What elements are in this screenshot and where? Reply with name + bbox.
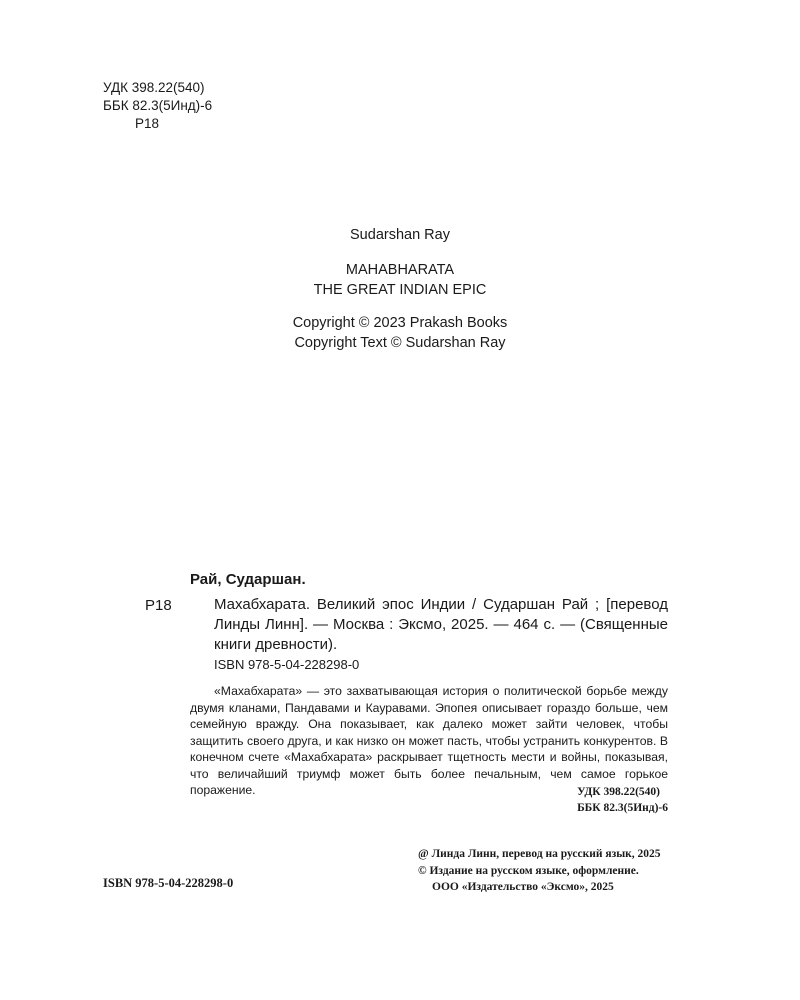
footer-isbn: ISBN 978-5-04-228298-0 [103, 876, 234, 890]
card-author: Рай, Сударшан. [190, 571, 306, 588]
card-udk: УДК 398.22(540) [577, 786, 661, 798]
card-desc-line-1: Махабхарата. Великий эпос Индии / Сударшан Рай ; [перевод [214, 596, 668, 613]
design-copyright-line-1: © Издание на русском языке, оформление. [418, 864, 639, 877]
card-bbk: ББК 82.3(5Инд)-6 [577, 802, 668, 814]
card-isbn: ISBN 978-5-04-228298-0 [214, 657, 360, 672]
original-copyright-block [0, 313, 800, 353]
udk-code: УДК 398.22(540) [103, 80, 205, 95]
design-copyright-line-2: ООО «Издательство «Эксмо», 2025 [432, 881, 614, 893]
original-subtitle: THE GREAT INDIAN EPIC [313, 282, 487, 298]
annotation-text: «Махабхарата» — это захватывающая история о политической борьбе между двумя кланами, Пандавами и Кауравами. Эпопея описывает гораздо больше, чем семейную вражду. Она показывает, как далеко может зайти человек, чтобы защитить своего друга, и как низко он может пасть, чтобы устранить конкурентов. В конечном счете «Махабхарата» раскрывает тщетность мести и войны, показывая, что величайший триумф может быть более печальным, чем самое горькое поражение. [190, 684, 668, 797]
annotation [190, 683, 668, 799]
card-desc-rest: Линды Линн]. — Москва : Эксмо, 2025. — 464 с. — (Священные книги древности). [214, 616, 668, 653]
author-mark: Р18 [135, 116, 160, 131]
card-codes [577, 784, 668, 816]
classification-block [103, 79, 212, 133]
card-author-mark: Р18 [145, 597, 172, 614]
original-author: Sudarshan Ray [350, 227, 450, 243]
footer-copyright-block [418, 846, 661, 896]
copyright-publisher: Copyright © 2023 Prakash Books [292, 315, 508, 331]
card-bibliographic-description [214, 595, 668, 655]
translation-copyright: @ Линда Линн, перевод на русский язык, 2025 [418, 848, 661, 860]
copyright-text: Copyright Text © Sudarshan Ray [294, 335, 506, 351]
original-title-block [0, 260, 800, 300]
bbk-code: ББК 82.3(5Инд)-6 [103, 98, 213, 113]
original-title: MAHABHARATA [345, 262, 455, 278]
